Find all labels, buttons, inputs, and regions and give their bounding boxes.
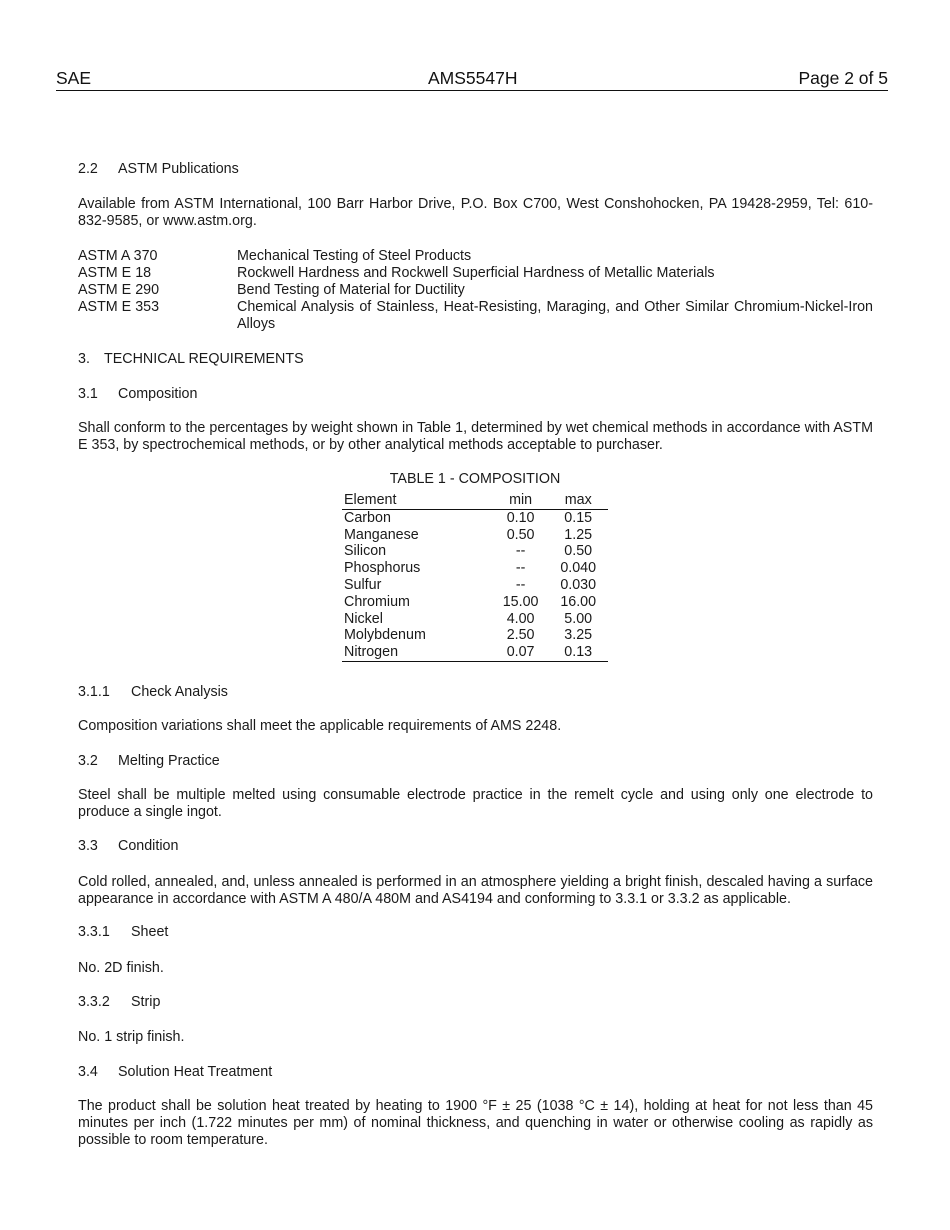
element-name: Nitrogen	[342, 644, 493, 661]
table-caption: TABLE 1 - COMPOSITION	[389, 471, 561, 487]
condition-paragraph: Cold rolled, annealed, and, unless annealed is performed in an atmosphere yielding a bright finish, descaled having a surface appearance in accordance with ASTM A 480/A 480M and AS4194 and conforming to 3.3.1 or 3.3.2 as applicable.	[78, 874, 873, 907]
header-doc-id: AMS5547H	[428, 68, 518, 88]
element-name: Silicon	[344, 543, 387, 560]
section-number: 3.3.1	[78, 924, 110, 940]
element-name: Carbon	[344, 509, 391, 526]
element-max: 3.25	[564, 627, 593, 644]
section-title: Composition	[118, 386, 198, 402]
section-number: 3.	[78, 351, 90, 367]
table-row	[342, 577, 608, 594]
table-row	[342, 509, 608, 526]
element-max: 0.15	[564, 509, 593, 526]
header-org: SAE	[56, 68, 92, 88]
element-min: 2.50	[506, 627, 535, 644]
astm-availability-paragraph: Available from ASTM International, 100 Barr Harbor Drive, P.O. Box C700, West Conshohocken, PA 19428-2959, Tel: 610-832-9585, or www.astm.org.	[78, 196, 873, 229]
table-row	[342, 527, 608, 544]
element-name: Nickel	[344, 610, 383, 627]
section-title: TECHNICAL REQUIREMENTS	[104, 351, 304, 367]
reference-title: Mechanical Testing of Steel Products	[237, 248, 472, 264]
table-row	[342, 543, 608, 560]
section-number: 3.3.2	[78, 994, 110, 1010]
reference-title: Bend Testing of Material for Ductility	[237, 282, 465, 298]
element-name: Phosphorus	[344, 560, 421, 577]
section-title: Melting Practice	[118, 753, 220, 769]
section-heading-3-4	[78, 1064, 273, 1081]
header-page-number: Page 2 of 5	[798, 68, 888, 88]
section-heading-3-1-1	[78, 684, 228, 701]
element-min: --	[515, 543, 526, 560]
section-heading-3-3-2	[78, 994, 161, 1011]
check-analysis-paragraph: Composition variations shall meet the applicable requirements of AMS 2248.	[78, 718, 562, 734]
section-heading-3-3	[78, 838, 179, 855]
strip-paragraph: No. 1 strip finish.	[78, 1029, 185, 1045]
reference-code: ASTM E 353	[78, 299, 160, 315]
section-heading-2-2	[78, 161, 239, 178]
sheet-paragraph: No. 2D finish.	[78, 960, 164, 976]
table-row	[342, 644, 608, 661]
element-max: 0.030	[560, 576, 597, 593]
reference-item	[78, 265, 873, 282]
section-title: ASTM Publications	[118, 161, 239, 177]
section-title: Strip	[131, 994, 161, 1010]
column-header-max: max	[548, 492, 608, 509]
element-max: 16.00	[560, 593, 597, 610]
reference-code: ASTM A 370	[78, 248, 158, 264]
section-number: 3.2	[78, 753, 98, 769]
element-name: Chromium	[344, 593, 410, 610]
section-title: Check Analysis	[131, 684, 228, 700]
section-title: Sheet	[131, 924, 169, 940]
column-header-min: min	[493, 492, 549, 509]
element-name: Molybdenum	[344, 627, 426, 644]
table-row	[342, 594, 608, 611]
section-number: 3.3	[78, 838, 98, 854]
reference-item	[78, 299, 873, 333]
reference-title: Rockwell Hardness and Rockwell Superficial Hardness of Metallic Materials	[237, 265, 715, 281]
heat-treatment-paragraph: The product shall be solution heat treated by heating to 1900 °F ± 25 (1038 °C ± 14), holding at heat for not less than 45 minutes per inch (1.722 minutes per mm) of nominal thickness, and quenching in water or otherwise cooling as rapidly as possible to room temperature.	[78, 1098, 873, 1148]
element-name: Manganese	[344, 526, 419, 543]
section-heading-3	[78, 351, 304, 368]
element-max: 0.13	[548, 644, 608, 661]
astm-reference-list	[78, 248, 873, 333]
element-min: 0.50	[506, 526, 535, 543]
table-row	[342, 560, 608, 577]
table-row	[342, 611, 608, 628]
element-max: 0.50	[564, 543, 593, 560]
section-number: 3.1	[78, 386, 98, 402]
element-max: 0.040	[560, 560, 597, 577]
element-name: Sulfur	[344, 576, 382, 593]
reference-item	[78, 248, 873, 265]
element-min: 0.07	[493, 644, 549, 661]
reference-code: ASTM E 18	[78, 265, 152, 281]
table-header-row	[342, 492, 608, 509]
melting-practice-paragraph: Steel shall be multiple melted using consumable electrode practice in the remelt cycle and using only one electrode to produce a single ingot.	[78, 787, 873, 820]
section-number: 3.1.1	[78, 684, 110, 700]
section-title: Condition	[118, 838, 179, 854]
element-max: 5.00	[564, 610, 593, 627]
section-heading-3-3-1	[78, 924, 169, 941]
column-header-element: Element	[342, 492, 493, 509]
section-title: Solution Heat Treatment	[118, 1064, 273, 1080]
section-heading-3-1	[78, 386, 198, 403]
table-row	[342, 627, 608, 644]
section-number: 2.2	[78, 161, 98, 177]
composition-paragraph: Shall conform to the percentages by weight shown in Table 1, determined by wet chemical methods in accordance with ASTM E 353, by spectrochemical methods, or by other analytical methods acceptable to purchaser.	[78, 420, 873, 453]
reference-title: Chemical Analysis of Stainless, Heat-Resisting, Maraging, and Other Similar Chromium-Nickel-Iron Alloys	[237, 299, 873, 332]
reference-code: ASTM E 290	[78, 282, 160, 298]
composition-table	[342, 492, 608, 662]
element-min: 15.00	[502, 593, 539, 610]
reference-item	[78, 282, 873, 299]
section-heading-3-2	[78, 753, 220, 770]
page-header	[56, 68, 888, 91]
element-min: 0.10	[506, 509, 535, 526]
section-number: 3.4	[78, 1064, 98, 1080]
element-max: 1.25	[564, 526, 593, 543]
element-min: --	[515, 560, 526, 577]
element-min: --	[515, 576, 526, 593]
element-min: 4.00	[506, 610, 535, 627]
